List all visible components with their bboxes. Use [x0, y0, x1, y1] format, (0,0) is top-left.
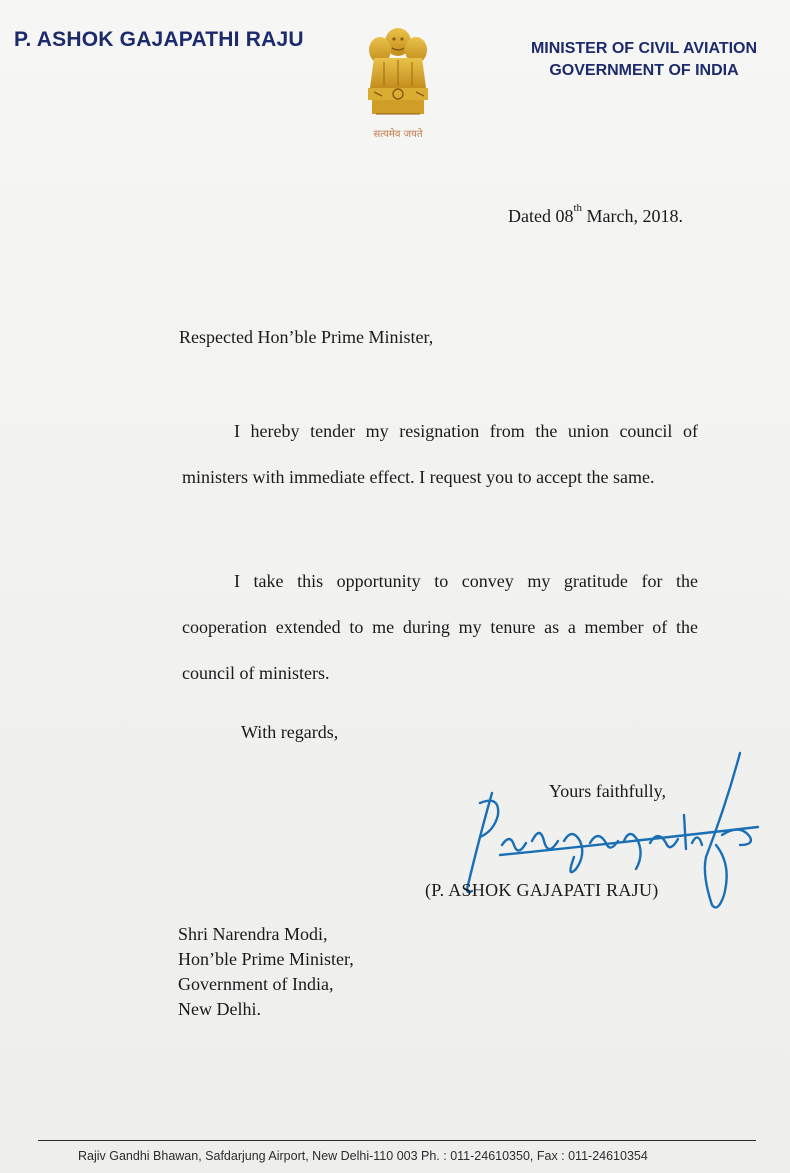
letterhead-office [518, 38, 770, 82]
addressee-line: New Delhi. [178, 999, 261, 1019]
body-paragraph-resignation: I hereby tender my resignation from the union council of ministers with immediate effect. I request you to accept the same. [182, 421, 698, 487]
footer-divider [38, 1140, 756, 1141]
addressee-line: Government of India, [178, 974, 334, 994]
letter-date [508, 202, 684, 227]
emblem-motto: सत्यमेव जयते [373, 129, 423, 140]
regards-line: With regards, [241, 722, 339, 742]
body-paragraph-gratitude: I take this opportunity to convey my gratitude for the cooperation extended to me during my tenure as a member of the council of ministers. [182, 571, 698, 683]
signer-name: (P. ASHOK GAJAPATI RAJU) [425, 880, 659, 900]
addressee-line: Shri Narendra Modi, [178, 924, 328, 944]
footer-address: Rajiv Gandhi Bhawan, Safdarjung Airport, New Delhi-110 003 Ph. : 011-24610350, Fax : 011-24610354 [78, 1149, 648, 1163]
date-ordinal: th [573, 202, 583, 214]
closing-line: Yours faithfully, [549, 781, 667, 801]
office-government: GOVERNMENT OF INDIA [549, 62, 739, 79]
office-title: MINISTER OF CIVIL AVIATION [530, 40, 758, 57]
date-prefix: Dated 08 [508, 206, 574, 226]
addressee-line: Hon’ble Prime Minister, [178, 949, 354, 969]
letterhead-name: P. ASHOK GAJAPATHI RAJU [14, 28, 304, 51]
salutation: Respected Hon’ble Prime Minister, [179, 327, 434, 347]
national-emblem-icon [360, 22, 436, 130]
date-rest: March, 2018. [582, 206, 684, 226]
addressee-block [178, 922, 354, 1022]
